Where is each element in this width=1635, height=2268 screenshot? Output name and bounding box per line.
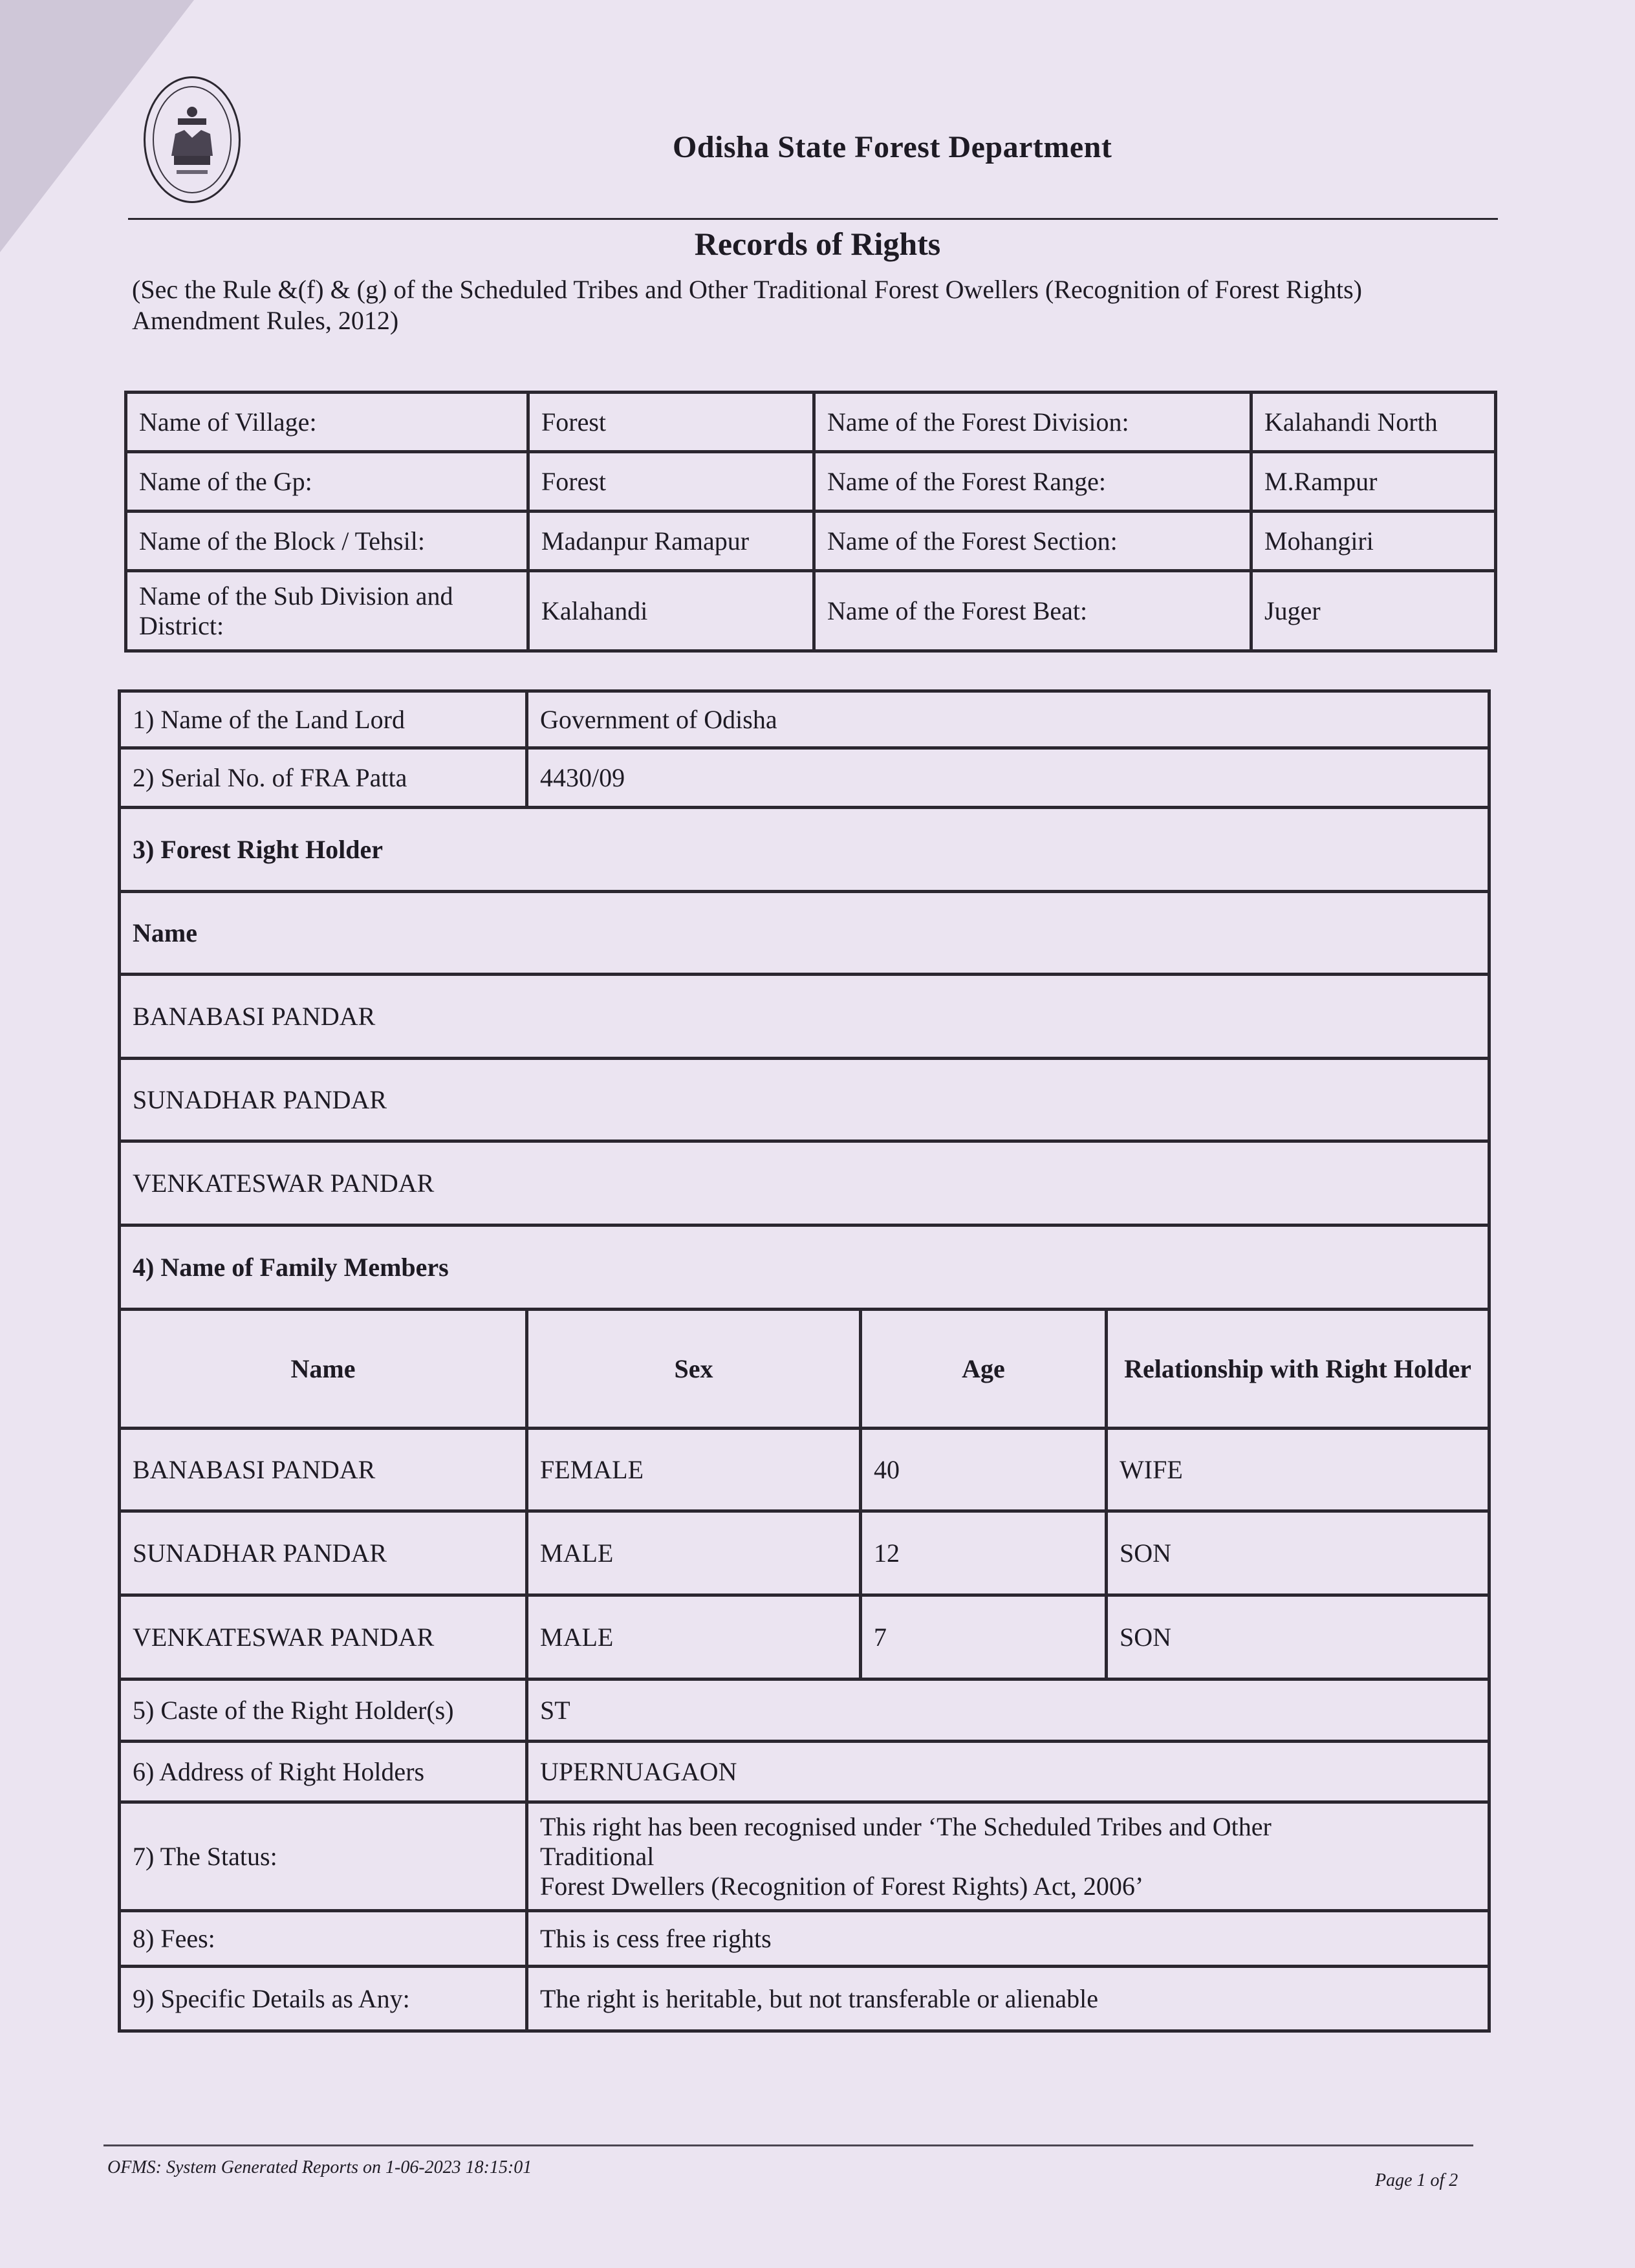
- table-row: [120, 1595, 1489, 1679]
- holder-name-heading: Name: [120, 892, 1489, 975]
- odisha-state-emblem-icon: [144, 76, 241, 203]
- block-value: Madanpur Ramapur: [528, 512, 814, 571]
- table-row: [120, 1226, 1489, 1310]
- member-relation: WIFE: [1107, 1429, 1489, 1511]
- table-row: [120, 808, 1489, 892]
- table-row: [120, 748, 1489, 808]
- gp-value: Forest: [528, 452, 814, 512]
- table-row: [120, 1679, 1489, 1742]
- family-col-sex: Sex: [527, 1310, 861, 1429]
- status-line: This right has been recognised under ‘The Scheduled Tribes and Other: [540, 1811, 1272, 1841]
- forest-section-value: Mohangiri: [1251, 512, 1496, 571]
- table-row: [126, 452, 1496, 512]
- status-line: Traditional: [540, 1841, 655, 1871]
- land-lord-value: Government of Odisha: [527, 691, 1489, 748]
- family-heading: 4) Name of Family Members: [120, 1226, 1489, 1310]
- details-label: 9) Specific Details as Any:: [120, 1967, 527, 2031]
- member-age: 40: [861, 1429, 1107, 1511]
- forest-beat-label: Name of the Forest Beat:: [814, 571, 1251, 651]
- member-sex: MALE: [527, 1595, 861, 1679]
- table-row: [120, 892, 1489, 975]
- table-row: [126, 571, 1496, 651]
- table-row: [120, 1742, 1489, 1802]
- status-value: [527, 1802, 1489, 1911]
- table-row: [120, 1429, 1489, 1511]
- forest-range-value: M.Rampur: [1251, 452, 1496, 512]
- location-table: [124, 391, 1497, 653]
- forest-range-label: Name of the Forest Range:: [814, 452, 1251, 512]
- record-table: [118, 689, 1491, 2033]
- table-row: [120, 1967, 1489, 2031]
- forest-division-label: Name of the Forest Division:: [814, 393, 1251, 452]
- holder-name: BANABASI PANDAR: [120, 975, 1489, 1059]
- status-label: 7) The Status:: [120, 1802, 527, 1911]
- status-line: Forest Dwellers (Recognition of Forest Rights) Act, 2006’: [540, 1871, 1144, 1901]
- caste-value: ST: [527, 1679, 1489, 1742]
- subdivision-value: Kalahandi: [528, 571, 814, 651]
- block-label: Name of the Block / Tehsil:: [126, 512, 528, 571]
- holder-name: VENKATESWAR PANDAR: [120, 1141, 1489, 1226]
- fees-value: This is cess free rights: [527, 1911, 1489, 1967]
- table-row: [126, 393, 1496, 452]
- table-row: [120, 1511, 1489, 1595]
- land-lord-label: 1) Name of the Land Lord: [120, 691, 527, 748]
- table-row: [120, 1802, 1489, 1911]
- details-value: The right is heritable, but not transferable or alienable: [527, 1967, 1489, 2031]
- member-sex: MALE: [527, 1511, 861, 1595]
- forest-section-label: Name of the Forest Section:: [814, 512, 1251, 571]
- department-title: Odisha State Forest Department: [673, 130, 1112, 164]
- caste-label: 5) Caste of the Right Holder(s): [120, 1679, 527, 1742]
- fees-label: 8) Fees:: [120, 1911, 527, 1967]
- table-row: [120, 691, 1489, 748]
- document-title: Records of Rights: [694, 226, 941, 262]
- table-row: [120, 1911, 1489, 1967]
- address-label: 6) Address of Right Holders: [120, 1742, 527, 1802]
- member-name: VENKATESWAR PANDAR: [120, 1595, 527, 1679]
- address-value: UPERNUAGAON: [527, 1742, 1489, 1802]
- forest-beat-value: Juger: [1251, 571, 1496, 651]
- family-col-age: Age: [861, 1310, 1107, 1429]
- preamble-text: (Sec the Rule &(f) & (g) of the Scheduled Tribes and Other Traditional Forest Owellers (Recognition of Forest Rights) Amendment Rules, 2012): [132, 275, 1362, 335]
- village-value: Forest: [528, 393, 814, 452]
- family-col-relationship: Relationship with Right Holder: [1107, 1310, 1489, 1429]
- footer-divider: [103, 2144, 1473, 2146]
- holder-heading: 3) Forest Right Holder: [120, 808, 1489, 892]
- village-label: Name of Village:: [126, 393, 528, 452]
- member-relation: SON: [1107, 1595, 1489, 1679]
- member-age: 12: [861, 1511, 1107, 1595]
- member-relation: SON: [1107, 1511, 1489, 1595]
- gp-label: Name of the Gp:: [126, 452, 528, 512]
- page-number: Page 1 of 2: [1375, 2170, 1458, 2190]
- member-sex: FEMALE: [527, 1429, 861, 1511]
- footer-generated-note: OFMS: System Generated Reports on 1-06-2023 18:15:01: [107, 2157, 532, 2177]
- serial-value: 4430/09: [527, 748, 1489, 808]
- table-row: [120, 975, 1489, 1059]
- table-row: [120, 1310, 1489, 1429]
- header-divider: [128, 218, 1498, 220]
- table-row: [120, 1141, 1489, 1226]
- member-name: BANABASI PANDAR: [120, 1429, 527, 1511]
- member-age: 7: [861, 1595, 1107, 1679]
- serial-label: 2) Serial No. of FRA Patta: [120, 748, 527, 808]
- subdivision-label: Name of the Sub Division and District:: [126, 571, 528, 651]
- member-name: SUNADHAR PANDAR: [120, 1511, 527, 1595]
- holder-name: SUNADHAR PANDAR: [120, 1059, 1489, 1141]
- family-col-name: Name: [120, 1310, 527, 1429]
- table-row: [126, 512, 1496, 571]
- table-row: [120, 1059, 1489, 1141]
- forest-division-value: Kalahandi North: [1251, 393, 1496, 452]
